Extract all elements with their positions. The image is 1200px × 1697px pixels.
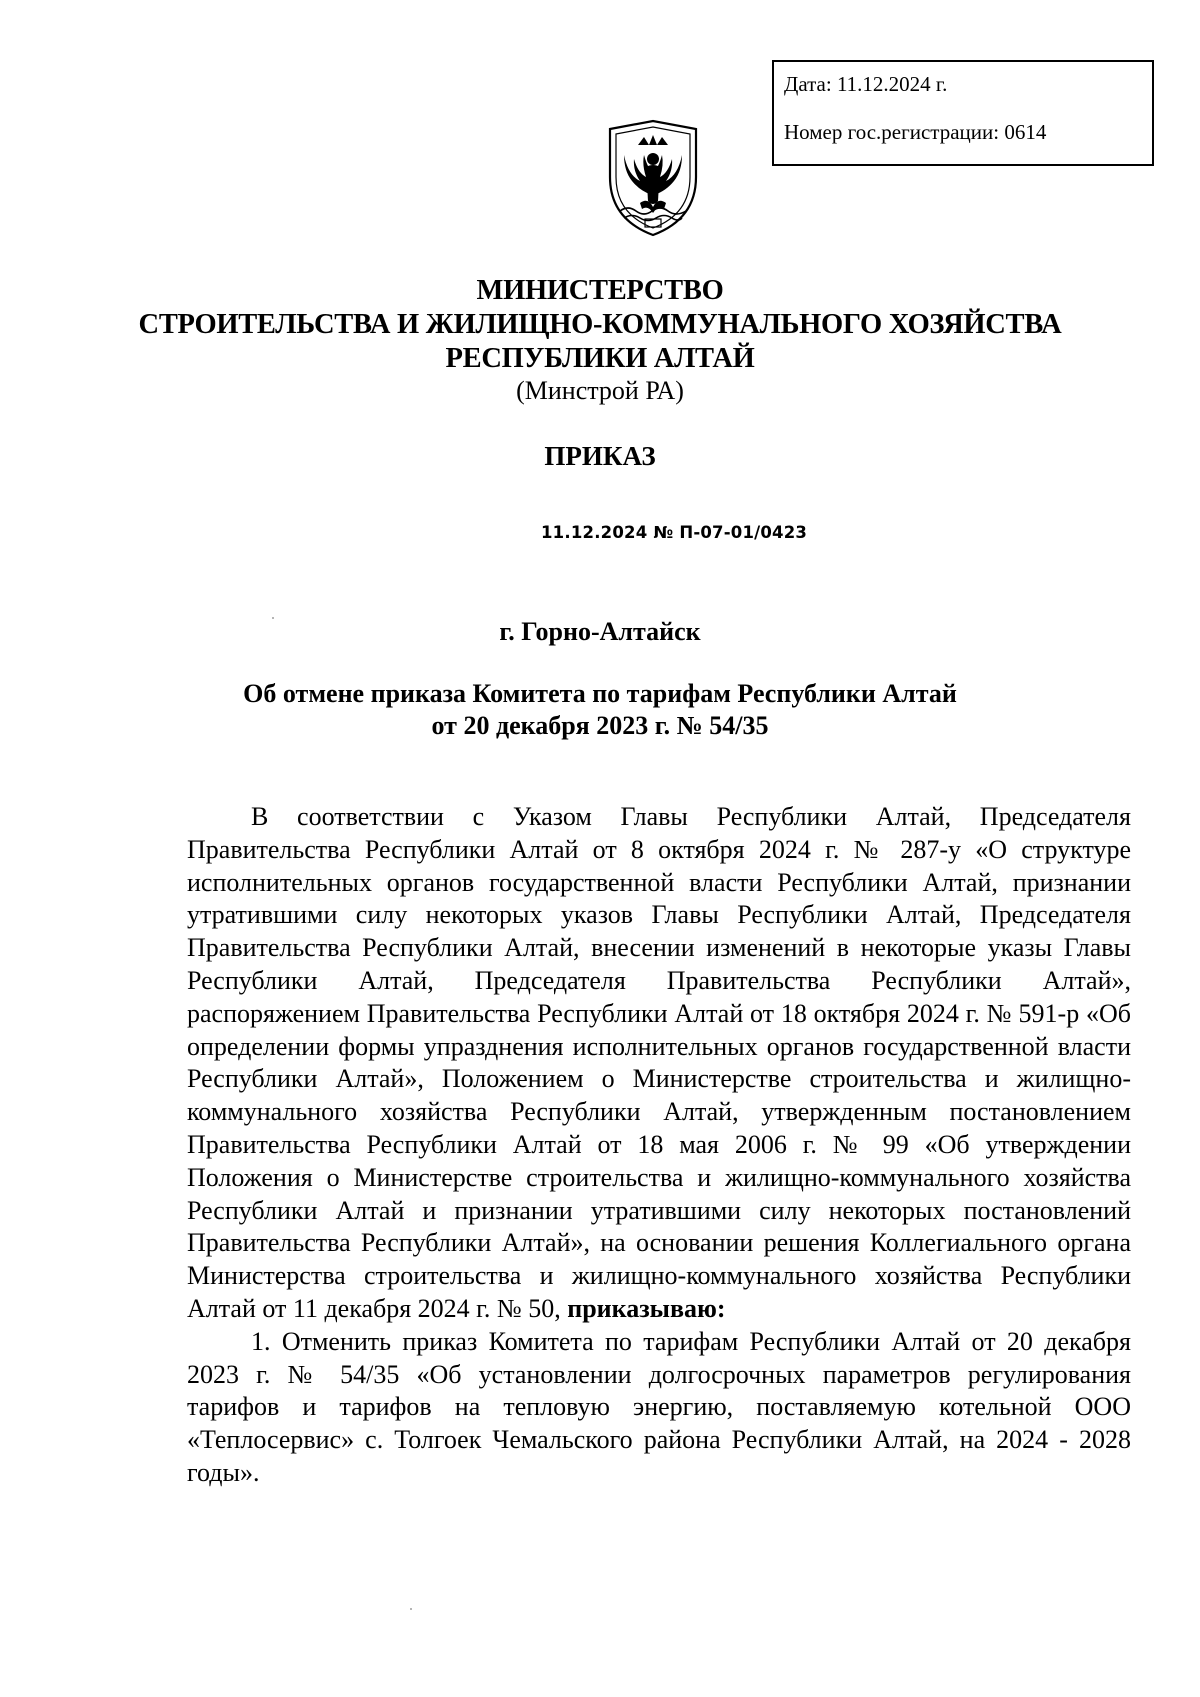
ministry-name	[0, 274, 1200, 376]
order-subject-line-1: Об отмене приказа Комитета по тарифам Республики Алтай	[243, 679, 957, 708]
order-subject-line-2: от 20 декабря 2023 г. № 54/35	[431, 711, 769, 740]
preamble-text: В соответствии с Указом Главы Республики Алтай, Председателя Правительства Республики Алтай от 8 октября 2024 г. № 287-у «О структуре исполнительных органов государственной власти Республики Алтай, признании утратившими силу некоторых указов Главы Республики Алтай, Председателя Правительства Республики Алтай, внесении изменений в некоторые указы Главы Республики Алтай, Председателя Правительства Республики Алтай», распоряжением Правительства Республики Алтай от 18 октября 2024 г. № 591-р «Об определении формы упразднения исполнительных органов государственной власти Республики Алтай», Положением о Министерстве строительства и жилищно-коммунального хозяйства Республики Алтай, утвержденным постановлением Правительства Республики Алтай от 18 мая 2006 г. № 99 «Об утверждении Положения о Министерстве строительства и жилищно-коммунального хозяйства Республики Алтай и признании утратившими силу некоторых постановлений Правительства Республики Алтай», на основании решения Коллегиального органа Министерства строительства и жилищно-коммунального хозяйства Республики Алтай от 11 декабря 2024 г. № 50,	[187, 802, 1131, 1323]
ministry-name-line-1: МИНИСТЕРСТВО	[476, 275, 724, 306]
registration-date-value: 11.12.2024 г.	[836, 72, 948, 96]
scan-speck	[410, 1608, 412, 1610]
order-title: ПРИКАЗ	[544, 441, 656, 471]
order-body	[187, 801, 1131, 1490]
preamble-paragraph	[187, 801, 1131, 1326]
item-1-paragraph: 1. Отменить приказ Комитета по тарифам Республики Алтай от 20 декабря 2023 г. № 54/35 «Об установлении долгосрочных параметров регулирования тарифов и тарифов на тепловую энергию, поставляемую котельной ООО «Теплосервис» с. Толгоек Чемальского района Республики Алтай, на 2024 - 2028 годы».	[187, 1326, 1131, 1487]
registration-number-line	[784, 122, 1152, 156]
order-number: 11.12.2024 № П-07-01/0423	[541, 523, 808, 542]
registration-date-label: Дата:	[784, 72, 832, 96]
ministry-short-name: (Минстрой РА)	[516, 376, 684, 405]
city: г. Горно-Алтайск	[499, 617, 701, 646]
order-word: приказываю:	[567, 1293, 726, 1323]
registration-box	[772, 60, 1154, 166]
ministry-name-line-3: РЕСПУБЛИКИ АЛТАЙ	[445, 343, 755, 374]
registration-date-line	[784, 74, 1152, 108]
order-subject	[0, 678, 1200, 742]
registration-number-value: 0614	[1004, 120, 1047, 144]
ministry-name-line-2: СТРОИТЕЛЬСТВА И ЖИЛИЩНО-КОММУНАЛЬНОГО ХОЗЯЙСТВА	[138, 309, 1062, 340]
coat-of-arms-emblem-icon	[588, 115, 718, 241]
registration-number-label: Номер гос.регистрации:	[784, 120, 1000, 144]
